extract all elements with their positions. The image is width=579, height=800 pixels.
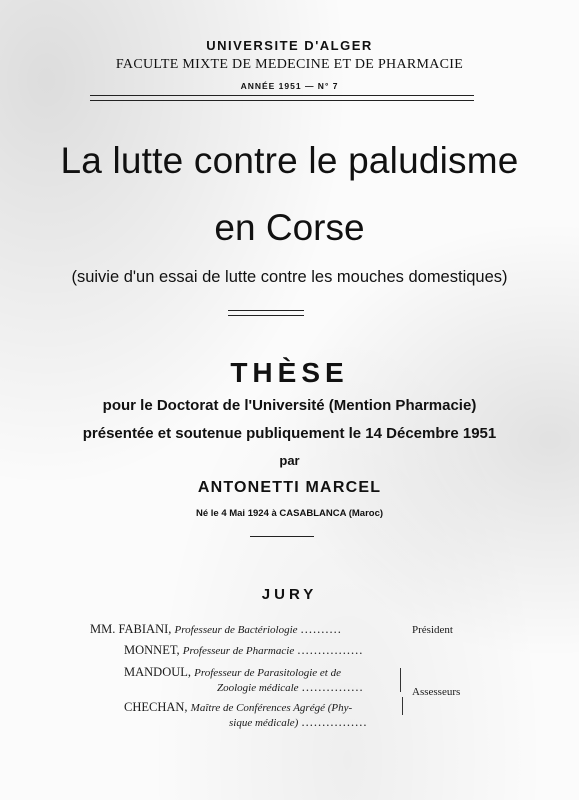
title-divider bbox=[228, 310, 304, 316]
jury-prefix: MM. bbox=[90, 622, 116, 636]
jury-dots: ................ bbox=[297, 643, 364, 657]
jury-member-3-cont bbox=[217, 680, 364, 695]
author-divider bbox=[250, 536, 314, 537]
by-label: par bbox=[279, 453, 300, 468]
author-name: ANTONETTI MARCEL bbox=[197, 479, 382, 496]
jury-dots: ............... bbox=[301, 680, 364, 694]
assessors-brace-top bbox=[400, 668, 401, 692]
year-number: ANNÉE 1951 — N° 7 bbox=[240, 81, 339, 91]
assessors-brace-bottom bbox=[402, 697, 403, 715]
jury-member-3 bbox=[124, 665, 341, 680]
thesis-heading: THÈSE bbox=[230, 357, 349, 388]
jury-member-4-cont bbox=[229, 715, 367, 730]
jury-member-role: Professeur de Pharmacie bbox=[182, 645, 295, 657]
thesis-purpose: pour le Doctorat de l'Université (Mention Pharmacie) bbox=[102, 397, 477, 414]
header-divider bbox=[90, 95, 474, 101]
jury-member-name: MONNET, bbox=[124, 643, 180, 657]
jury-member-role-cont: sique médicale) bbox=[229, 717, 299, 729]
jury-member-1 bbox=[90, 622, 342, 637]
jury-dots: .......... bbox=[300, 622, 342, 636]
author-birth: Né le 4 Mai 1924 à CASABLANCA (Maroc) bbox=[195, 508, 384, 519]
assessors-label: Assesseurs bbox=[412, 686, 461, 698]
thesis-presented: présentée et soutenue publiquement le 14 Décembre 1951 bbox=[82, 425, 497, 442]
jury-member-role: Professeur de Parasitologie et de bbox=[194, 667, 341, 679]
jury-member-role: Professeur de Bactériologie bbox=[174, 624, 298, 636]
jury-heading: JURY bbox=[261, 586, 318, 603]
university-name: UNIVERSITE D'ALGER bbox=[206, 38, 373, 53]
title-line-2: en Corse bbox=[214, 207, 365, 248]
faculty-name: FACULTE MIXTE DE MEDECINE ET DE PHARMACIE bbox=[115, 57, 464, 72]
jury-dots: ................ bbox=[301, 715, 368, 729]
jury-member-4 bbox=[124, 700, 352, 715]
jury-member-name: FABIANI, bbox=[118, 622, 172, 636]
jury-member-2 bbox=[124, 643, 363, 658]
jury-member-name: CHECHAN, bbox=[124, 700, 188, 714]
jury-member-role: Maître de Conférences Agrégé (Phy- bbox=[190, 702, 353, 714]
subtitle: (suivie d'un essai de lutte contre les mouches domestiques) bbox=[71, 268, 508, 286]
president-label: Président bbox=[412, 624, 453, 636]
jury-member-role-cont: Zoologie médicale bbox=[217, 682, 299, 694]
jury-member-name: MANDOUL, bbox=[124, 665, 192, 679]
title-line-1: La lutte contre le paludisme bbox=[60, 140, 519, 181]
